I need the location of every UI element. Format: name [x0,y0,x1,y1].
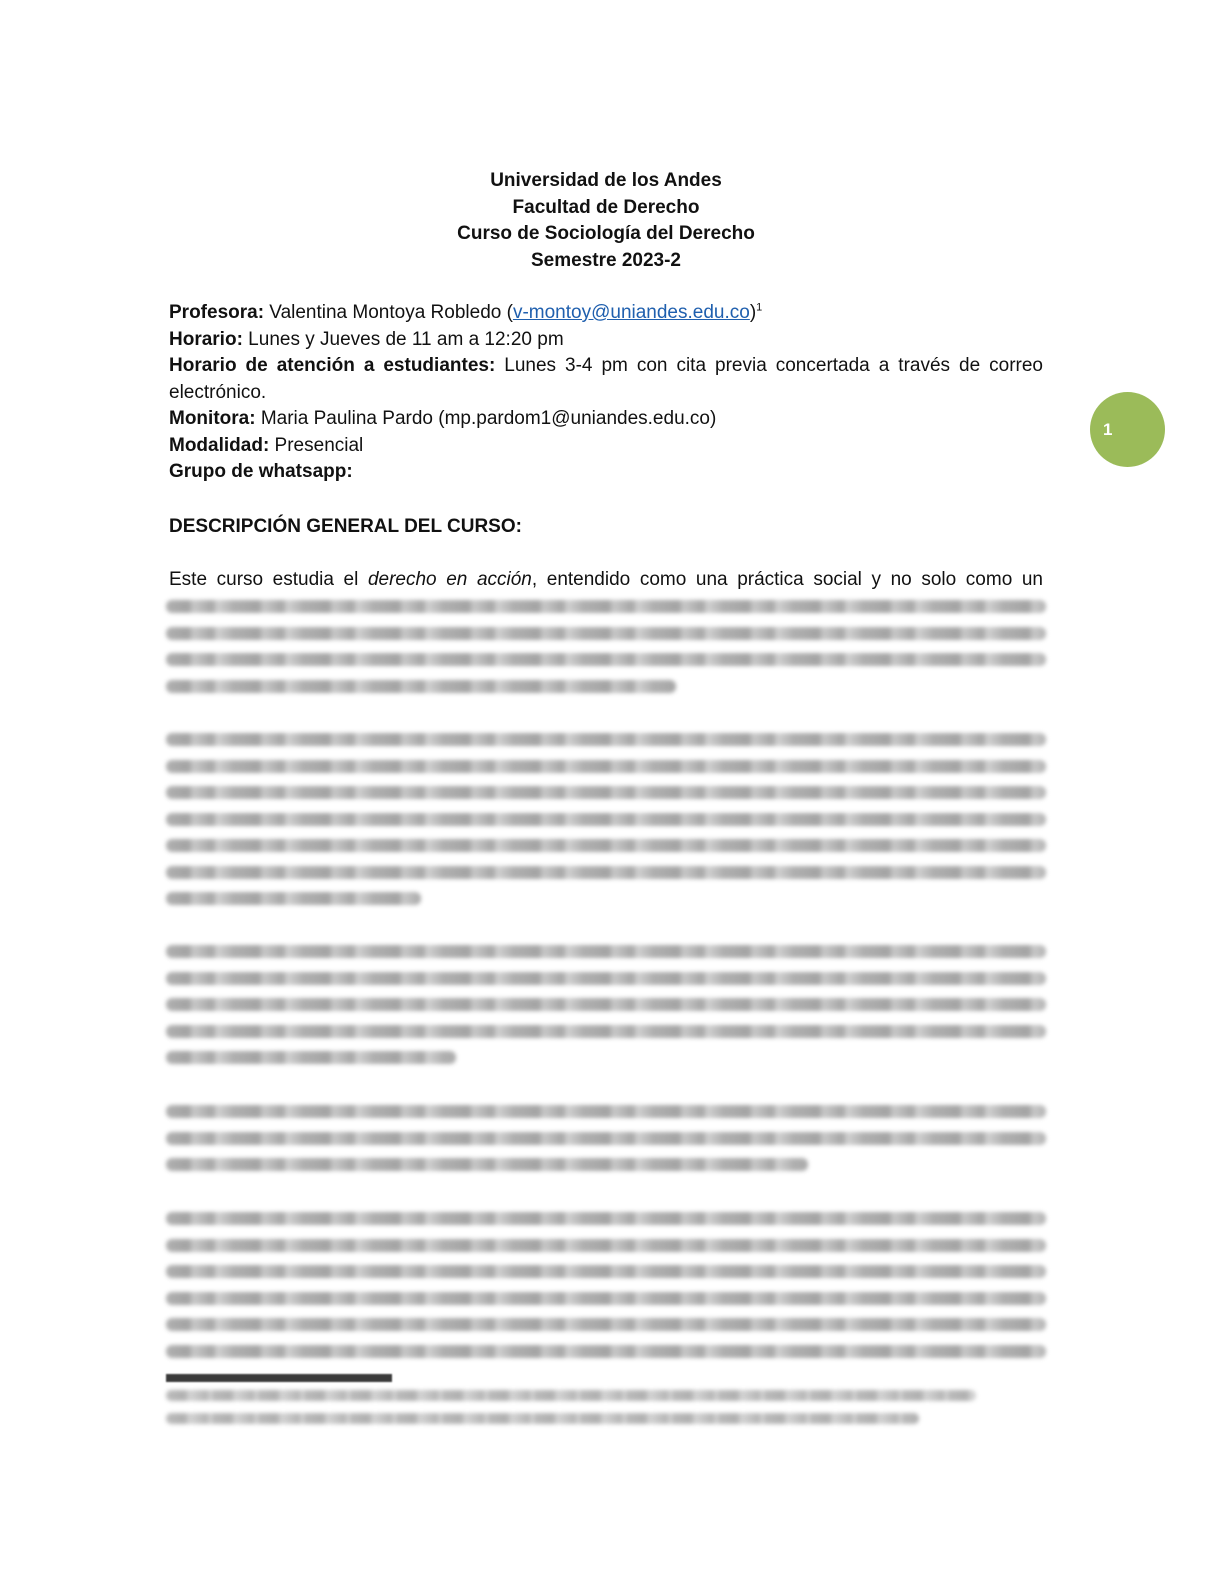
intro-sentence [169,567,1043,594]
intro-before: Este curso estudia el [169,569,368,590]
schedule-row [169,327,1043,354]
blurred-paragraph [166,1212,1046,1371]
professor-row [169,300,1043,327]
blurred-line [166,1239,1046,1252]
document-header [169,168,1043,274]
modality-row [169,433,1043,460]
blurred-line [166,1318,1046,1331]
monitor-value: Maria Paulina Pardo (mp.pardom1@uniandes.edu.co) [255,408,717,429]
blurred-line [166,1132,1046,1145]
professor-close: ) [749,302,757,323]
intro-emphasis: derecho en acción [367,569,532,590]
blurred-paragraph [166,733,1046,919]
office-hours-label: Horario de atención a estudiantes: [169,355,496,376]
professor-email-link[interactable]: v-montoy@uniandes.edu.co [512,302,750,323]
blurred-line [166,866,1046,879]
blurred-line [166,627,1046,640]
blurred-line [166,1051,456,1064]
blurred-line [166,760,1046,773]
modality-value: Presencial [269,434,364,456]
university-name: Universidad de los Andes [490,170,722,191]
modality-label: Modalidad: [169,434,270,456]
blurred-line [166,733,1046,746]
blurred-footnote [166,1390,976,1436]
course-title: Curso de Sociología del Derecho [457,223,755,244]
blurred-line [166,972,1046,985]
blurred-line [166,1105,1046,1118]
course-info [169,300,1043,486]
blurred-paragraph [166,600,1046,706]
semester: Semestre 2023-2 [531,249,681,271]
whatsapp-label: Grupo de whatsapp: [169,461,353,482]
blurred-line [166,600,1046,613]
section-title: DESCRIPCIÓN GENERAL DEL CURSO: [169,516,522,537]
schedule-label: Horario: [169,328,243,350]
blurred-line [166,1158,808,1171]
blurred-line [166,1212,1046,1225]
monitor-label: Monitora: [169,408,256,429]
blurred-line [166,653,1046,666]
blurred-line [166,998,1046,1011]
footnote-divider [166,1374,392,1382]
blurred-paragraph [166,945,1046,1078]
blurred-line [166,945,1046,958]
blurred-paragraph [166,1105,1046,1185]
intro-after: , entendido como una práctica social y no solo como un [531,569,1043,590]
blurred-line [166,1390,976,1401]
monitor-row [169,406,1043,433]
professor-label: Profesora: [169,302,265,323]
office-hours-row [169,353,1043,406]
blurred-line [166,680,676,693]
footnote-reference: 1 [756,301,763,314]
blurred-line [166,1265,1046,1278]
blurred-line [166,892,421,905]
office-hours-value: Lunes 3-4 pm con cita previa concertada a través de correo electrónico. [169,355,1043,403]
blurred-line [166,1413,919,1424]
blurred-line [166,786,1046,799]
blurred-line [166,1292,1046,1305]
whatsapp-row [169,459,1043,486]
faculty-name: Facultad de Derecho [512,196,700,218]
schedule-value: Lunes y Jueves de 11 am a 12:20 pm [242,328,564,350]
page-number-badge: 1 [1090,392,1165,467]
blurred-line [166,1025,1046,1038]
professor-name: Valentina Montoya Robledo ( [264,302,513,323]
blurred-line [166,813,1046,826]
blurred-line [166,839,1046,852]
blurred-line [166,1345,1046,1358]
